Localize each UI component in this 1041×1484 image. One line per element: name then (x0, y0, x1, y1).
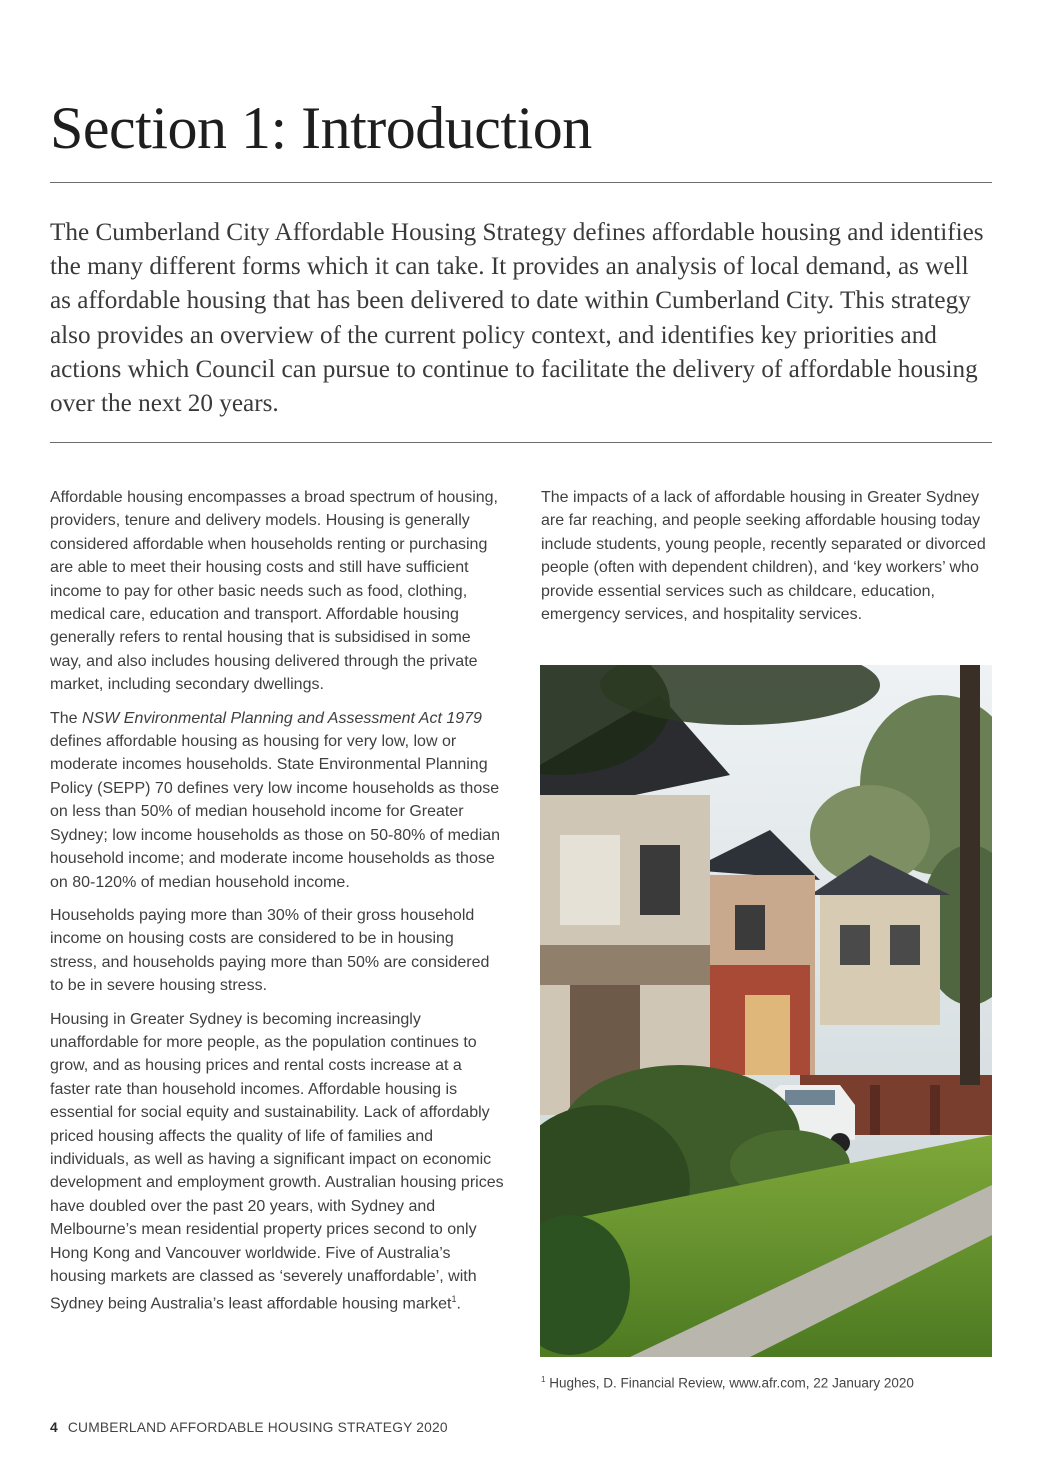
body-paragraph-2: The NSW Environmental Planning and Assessment Act 1979 defines affordable housing as housing for very low, low or moderate incomes households. State Environmental Planning Policy (SEPP) 70 defines very low income households as those on less than 50% of median household income for Greater Sydney; low income households as those on 50-80% of median household income; and moderate income households as those on 80-120% of median household income. (50, 709, 501, 891)
body-paragraph-1: Affordable housing encompasses a broad spectrum of housing, providers, tenure and delivery models. Housing is generally considered affordable when households renting or purchasing are able to meet their housing costs and still have sufficient income to pay for other basic needs such as food, clothing, medical care, education and transport. Affordable housing generally refers to rental housing that is subsidised in some way, and also includes housing delivered through the private market, including secondary dwellings. (50, 489, 498, 694)
page-footer (50, 1420, 448, 1435)
top-divider (50, 182, 992, 183)
housing-photo (540, 665, 992, 1357)
body-paragraph-4: Housing in Greater Sydney is becoming increasingly unaffordable for more people, as the population continues to grow, and as housing prices and rental costs increase at a faster rate than household incomes. Affordable housing is essential for social equity and sustainability. Lack of affordably priced housing affects the quality of life of families and individuals, as well as having a significant impact on economic development and employment growth. Australian housing prices have doubled over the past 20 years, with Sydney and Melbourne’s mean residential property prices second to only Hong Kong and Vancouver worldwide. Five of Australia’s housing markets are classed as ‘severely unaffordable’, with Sydney being Australia’s least affordable housing market$^1$. (50, 1010, 504, 1313)
footnote: $^1$ Hughes, D. Financial Review, www.afr.com, 22 January 2020 (541, 1375, 914, 1391)
right-paragraph-1: The impacts of a lack of affordable housing in Greater Sydney are far reaching, and people seeking affordable housing today include students, young people, recently separated or divorced people (often with dependent children), and ‘key workers’ who provide essential services such as childcare, education, emergency services, and hospitality services. (541, 489, 986, 624)
right-column (541, 486, 992, 636)
intro-divider (50, 442, 992, 443)
footnote-text: Hughes, D. Financial Review, www.afr.com, 22 January 2020 (545, 1375, 914, 1391)
street-houses-illustration (540, 665, 992, 1357)
footnote-reference[interactable]: 1 (451, 1294, 457, 1305)
intro-paragraph: The Cumberland City Affordable Housing Strategy defines affordable housing and identifies the many different forms which it can take. It provides an analysis of local demand, as well as affordable housing that has been delivered to date within Cumberland City. This strategy also provides an overview of the current policy context, and identifies key priorities and actions which Council can pursue to continue to facilitate the delivery of affordable housing over the next 20 years. (50, 219, 984, 418)
page-title: Section 1: Introduction (50, 95, 592, 161)
act-title: NSW Environmental Planning and Assessment Act 1979 (82, 709, 482, 727)
page-number: 4 (50, 1420, 58, 1435)
footer-doc-title: CUMBERLAND AFFORDABLE HOUSING STRATEGY 2020 (67, 1420, 448, 1435)
left-column (50, 486, 505, 1326)
body-paragraph-3: Households paying more than 30% of their gross household income on housing costs are considered to be in housing stress, and households paying more than 50% are considered to be in severe housing stress. (50, 906, 490, 995)
